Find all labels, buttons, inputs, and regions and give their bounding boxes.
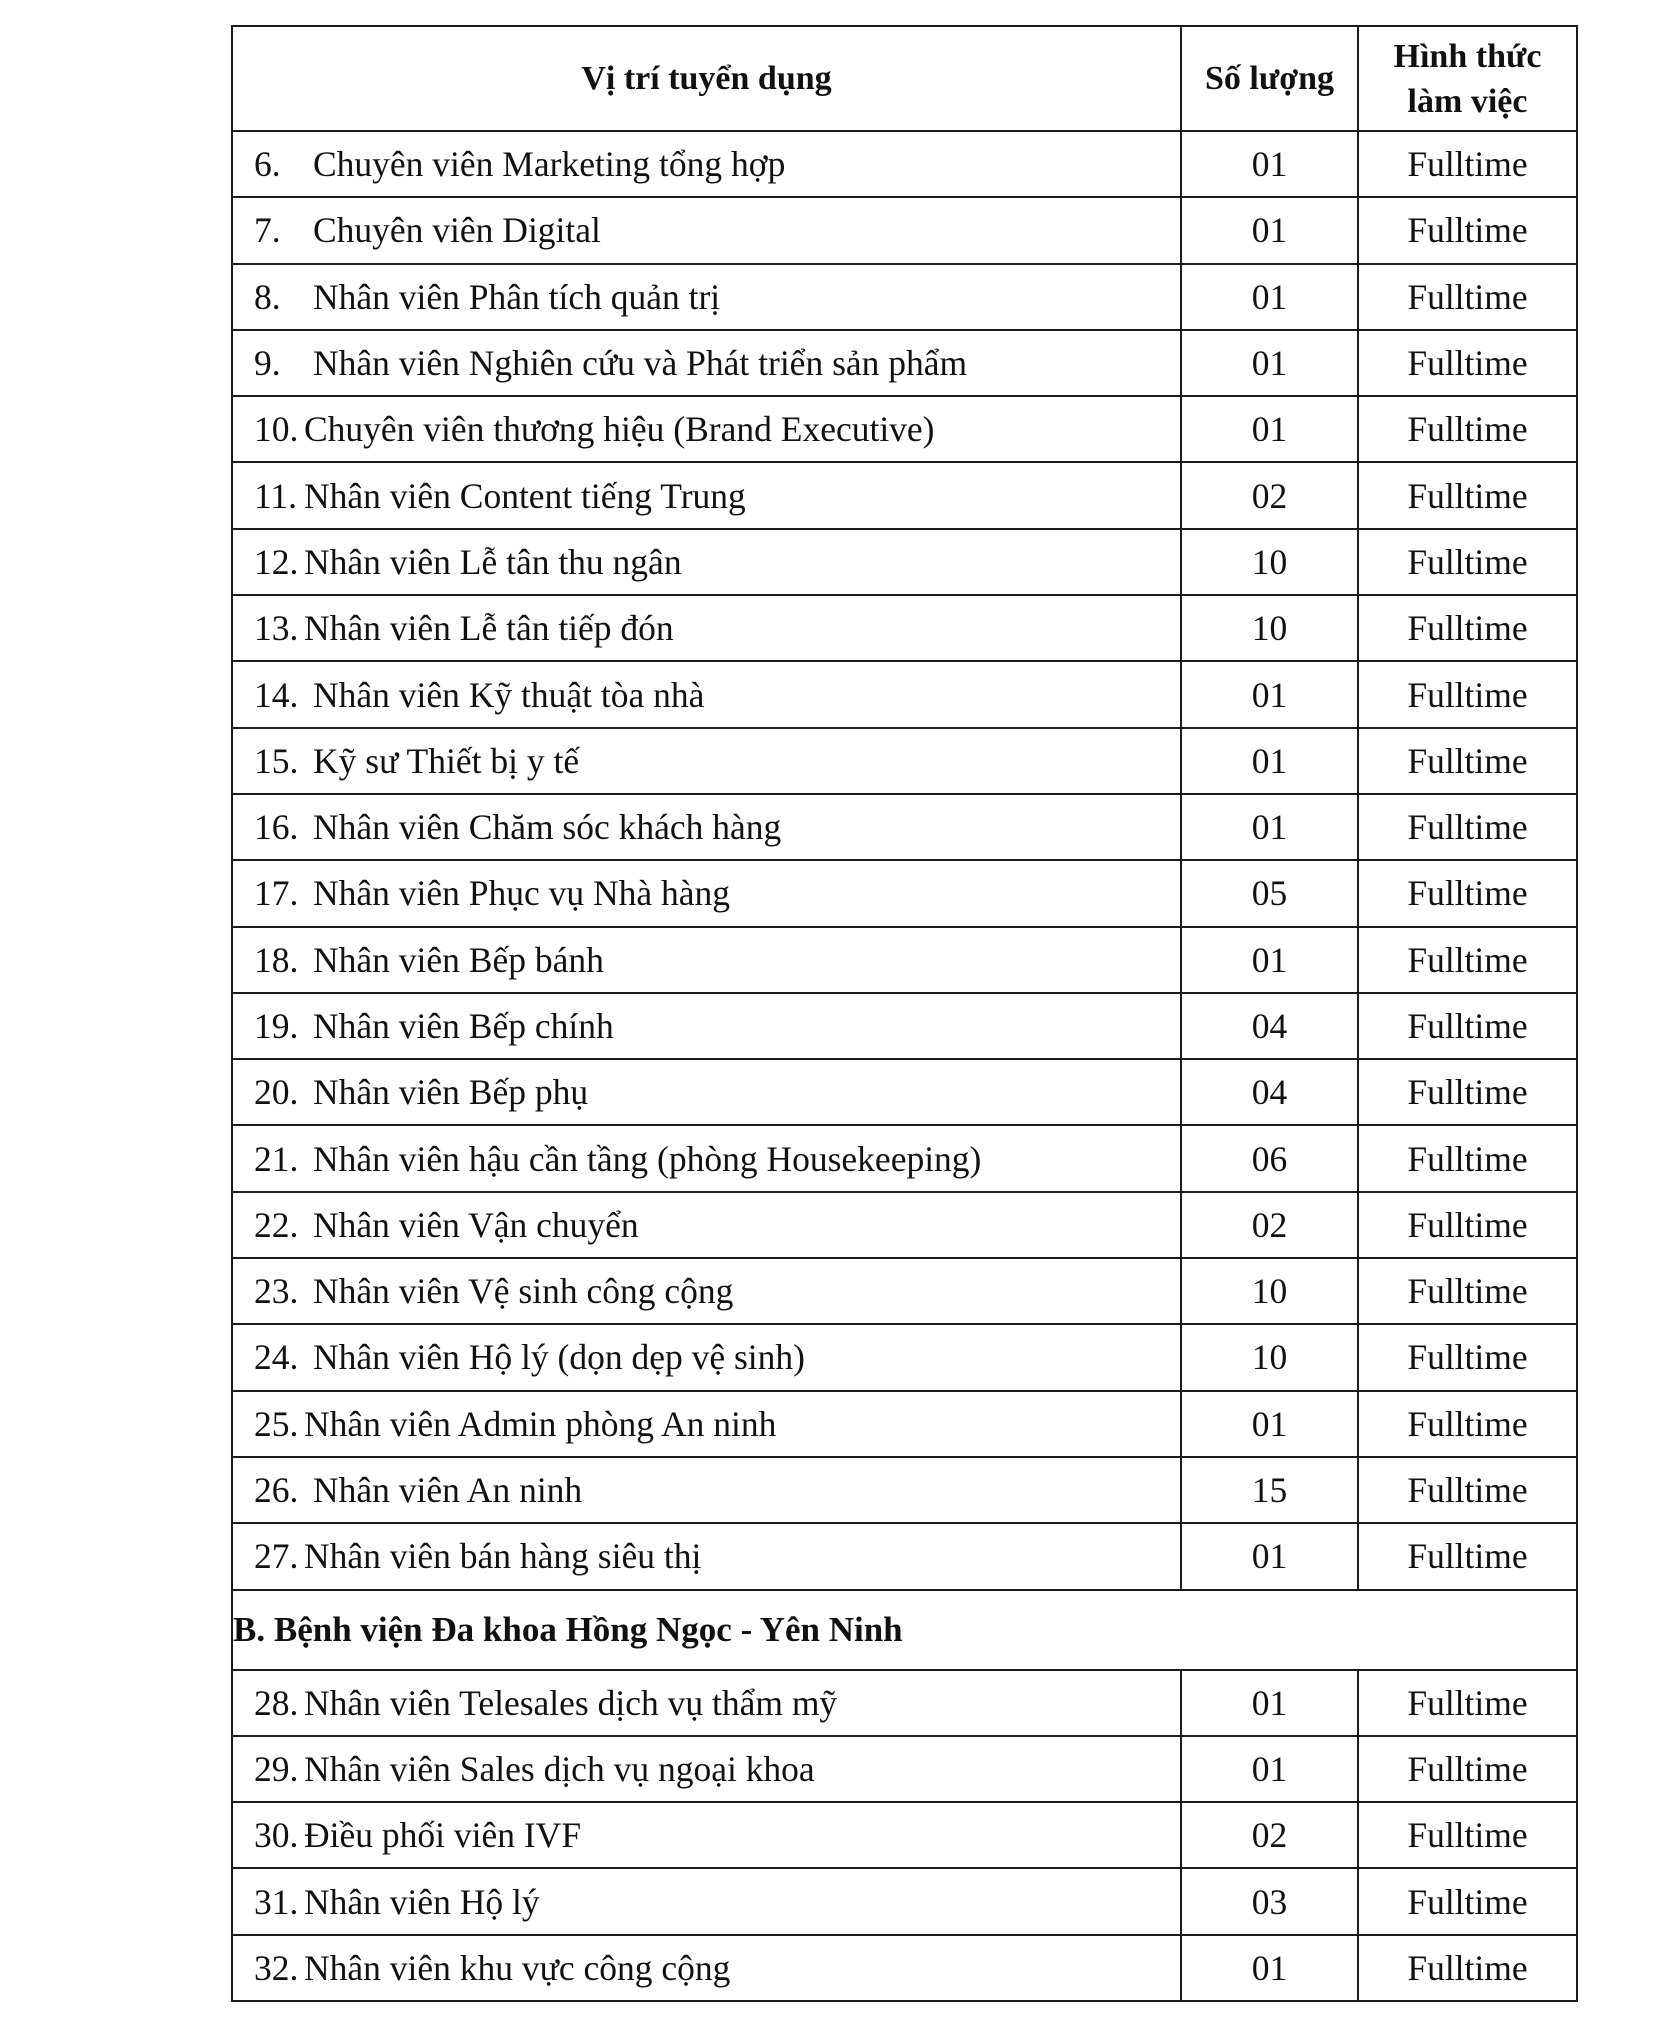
position-cell [232,197,1181,263]
work-type-cell: Fulltime [1358,396,1577,462]
work-type-cell: Fulltime [1358,860,1577,926]
row-number: 26. [254,1470,299,1511]
position-cell [232,794,1181,860]
section-b-body [232,1590,1577,1670]
quantity-cell: 04 [1181,993,1358,1059]
row-number: 14. [254,674,299,715]
work-type-cell: Fulltime [1358,1935,1577,2001]
position-cell [232,1059,1181,1125]
position-title: Nhân viên Phân tích quản trị [313,276,721,317]
header-work-type [1358,26,1577,131]
work-type-cell: Fulltime [1358,661,1577,727]
row-number: 30. [254,1815,299,1856]
table-row [232,1457,1577,1523]
position-title: Nhân viên Admin phòng An ninh [304,1403,777,1444]
header-position: Vị trí tuyển dụng [232,26,1181,131]
row-number: 6. [254,144,281,185]
row-number: 15. [254,740,299,781]
table-row [232,661,1577,727]
work-type-cell: Fulltime [1358,1457,1577,1523]
quantity-cell: 04 [1181,1059,1358,1125]
quantity-cell: 03 [1181,1868,1358,1934]
row-number: 28. [254,1682,299,1723]
position-title: Nhân viên Chăm sóc khách hàng [313,807,782,848]
header-work-type-line2: làm việc [1407,82,1528,120]
table-row [232,595,1577,661]
position-title: Chuyên viên thương hiệu (Brand Executive) [304,409,935,450]
position-cell [232,529,1181,595]
row-number: 22. [254,1204,299,1245]
row-number: 10. [254,409,299,450]
position-cell [232,595,1181,661]
table-row [232,1802,1577,1868]
position-cell [232,1868,1181,1934]
row-number: 18. [254,939,299,980]
position-title: Nhân viên khu vực công cộng [304,1947,731,1988]
header-quantity: Số lượng [1181,26,1358,131]
table-row [232,1059,1577,1125]
position-title: Nhân viên Vận chuyển [313,1204,639,1245]
table-row [232,462,1577,528]
table-row [232,1125,1577,1191]
row-number: 25. [254,1403,299,1444]
row-number: 31. [254,1881,299,1922]
position-cell [232,1125,1181,1191]
position-cell [232,993,1181,1059]
work-type-cell: Fulltime [1358,1059,1577,1125]
quantity-cell: 01 [1181,396,1358,462]
position-cell [232,1324,1181,1390]
group-b-body [232,1670,1577,2001]
quantity-cell: 01 [1181,728,1358,794]
position-title: Nhân viên Phục vụ Nhà hàng [313,873,731,914]
position-title: Chuyên viên Digital [313,210,601,251]
quantity-cell: 10 [1181,595,1358,661]
work-type-cell: Fulltime [1358,462,1577,528]
table-row [232,1935,1577,2001]
row-number: 8. [254,276,281,317]
table-row [232,197,1577,263]
work-type-cell: Fulltime [1358,1324,1577,1390]
work-type-cell: Fulltime [1358,1670,1577,1736]
row-number: 17. [254,873,299,914]
position-cell [232,1935,1181,2001]
position-title: Nhân viên Sales dịch vụ ngoại khoa [304,1748,815,1789]
position-title: Chuyên viên Marketing tổng hợp [313,144,786,185]
quantity-cell: 01 [1181,1391,1358,1457]
header-work-type-line1: Hình thức [1393,37,1542,75]
work-type-cell: Fulltime [1358,1125,1577,1191]
row-number: 13. [254,608,299,649]
table-row [232,529,1577,595]
row-number: 21. [254,1138,299,1179]
section-b-title: B. Bệnh viện Đa khoa Hồng Ngọc - Yên Ninh [232,1590,1577,1670]
row-number: 9. [254,343,281,384]
group-a-body [232,131,1577,1590]
table-row [232,330,1577,396]
recruitment-table [231,25,1578,2002]
quantity-cell: 10 [1181,529,1358,595]
quantity-cell: 01 [1181,1935,1358,2001]
row-number: 23. [254,1271,299,1312]
work-type-cell: Fulltime [1358,197,1577,263]
quantity-cell: 01 [1181,1736,1358,1802]
position-title: Nhân viên Vệ sinh công cộng [313,1271,734,1312]
quantity-cell: 06 [1181,1125,1358,1191]
quantity-cell: 01 [1181,794,1358,860]
table-row [232,1868,1577,1934]
work-type-cell: Fulltime [1358,330,1577,396]
table-row [232,1523,1577,1589]
position-cell [232,396,1181,462]
section-header-row [232,1590,1577,1670]
quantity-cell: 15 [1181,1457,1358,1523]
work-type-cell: Fulltime [1358,927,1577,993]
position-cell [232,1802,1181,1868]
position-title: Nhân viên Telesales dịch vụ thẩm mỹ [304,1682,838,1723]
table-row [232,927,1577,993]
position-title: Nhân viên Lễ tân tiếp đón [304,608,674,649]
table-row [232,860,1577,926]
quantity-cell: 01 [1181,927,1358,993]
work-type-cell: Fulltime [1358,529,1577,595]
table-row [232,993,1577,1059]
position-title: Nhân viên Bếp phụ [313,1072,589,1113]
table-row [232,1258,1577,1324]
work-type-cell: Fulltime [1358,264,1577,330]
work-type-cell: Fulltime [1358,595,1577,661]
quantity-cell: 01 [1181,131,1358,197]
position-cell [232,1258,1181,1324]
row-number: 24. [254,1337,299,1378]
quantity-cell: 05 [1181,860,1358,926]
work-type-cell: Fulltime [1358,794,1577,860]
table-row [232,1736,1577,1802]
row-number: 12. [254,541,299,582]
quantity-cell: 01 [1181,197,1358,263]
quantity-cell: 01 [1181,1523,1358,1589]
recruitment-document [231,25,1576,2002]
position-title: Nhân viên Hộ lý (dọn dẹp vệ sinh) [313,1337,805,1378]
work-type-cell: Fulltime [1358,1258,1577,1324]
position-title: Nhân viên Kỹ thuật tòa nhà [313,674,705,715]
table-row [232,131,1577,197]
position-title: Nhân viên hậu cần tầng (phòng Housekeeping) [313,1138,982,1179]
position-cell [232,264,1181,330]
position-title: Nhân viên An ninh [313,1470,583,1511]
table-row [232,264,1577,330]
row-number: 20. [254,1072,299,1113]
position-cell [232,927,1181,993]
quantity-cell: 10 [1181,1258,1358,1324]
position-title: Nhân viên Bếp chính [313,1006,614,1046]
quantity-cell: 01 [1181,264,1358,330]
position-cell [232,1736,1181,1802]
work-type-cell: Fulltime [1358,1802,1577,1868]
work-type-cell: Fulltime [1358,1391,1577,1457]
table-row [232,1391,1577,1457]
position-title: Kỹ sư Thiết bị y tế [313,740,580,781]
position-cell [232,1192,1181,1258]
position-title: Nhân viên Nghiên cứu và Phát triển sản phẩm [313,343,968,384]
row-number: 27. [254,1536,299,1577]
position-cell [232,131,1181,197]
table-row [232,396,1577,462]
table-row [232,1670,1577,1736]
work-type-cell: Fulltime [1358,1192,1577,1258]
position-cell [232,462,1181,528]
position-cell [232,1457,1181,1523]
row-number: 19. [254,1006,299,1046]
position-title: Điều phối viên IVF [304,1815,582,1856]
quantity-cell: 02 [1181,1192,1358,1258]
work-type-cell: Fulltime [1358,728,1577,794]
position-cell [232,1523,1181,1589]
quantity-cell: 02 [1181,462,1358,528]
position-cell [232,661,1181,727]
position-title: Nhân viên Bếp bánh [313,939,604,980]
work-type-cell: Fulltime [1358,1736,1577,1802]
quantity-cell: 01 [1181,330,1358,396]
position-cell [232,330,1181,396]
position-cell [232,860,1181,926]
position-cell [232,1670,1181,1736]
quantity-cell: 02 [1181,1802,1358,1868]
table-row [232,1324,1577,1390]
table-row [232,728,1577,794]
work-type-cell: Fulltime [1358,131,1577,197]
row-number: 16. [254,807,299,848]
position-title: Nhân viên Hộ lý [304,1881,540,1922]
row-number: 32. [254,1947,299,1988]
position-cell [232,1391,1181,1457]
position-title: Nhân viên Lễ tân thu ngân [304,541,682,582]
work-type-cell: Fulltime [1358,993,1577,1059]
row-number: 11. [254,475,298,516]
row-number: 7. [254,210,281,251]
position-cell [232,728,1181,794]
work-type-cell: Fulltime [1358,1523,1577,1589]
position-title: Nhân viên bán hàng siêu thị [304,1536,702,1577]
position-title: Nhân viên Content tiếng Trung [304,475,746,516]
quantity-cell: 01 [1181,1670,1358,1736]
table-row [232,794,1577,860]
quantity-cell: 01 [1181,661,1358,727]
quantity-cell: 10 [1181,1324,1358,1390]
row-number: 29. [254,1748,299,1789]
work-type-cell: Fulltime [1358,1868,1577,1934]
table-row [232,1192,1577,1258]
table-header-row [232,26,1577,131]
